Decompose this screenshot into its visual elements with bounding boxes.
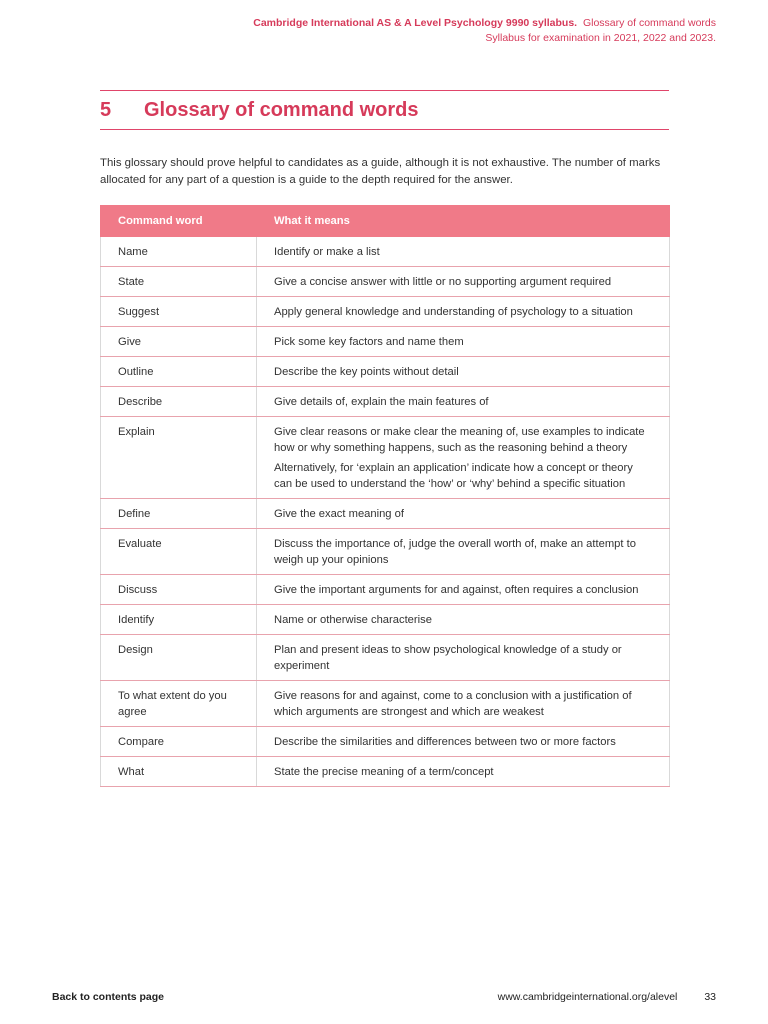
command-word-cell: Describe xyxy=(101,387,257,417)
meaning-paragraph: Describe the key points without detail xyxy=(274,366,459,378)
command-word-cell: Discuss xyxy=(101,575,257,605)
command-word-cell: What xyxy=(101,757,257,787)
meaning-paragraph: Name or otherwise characterise xyxy=(274,614,432,626)
meaning-paragraph: Give reasons for and against, come to a conclusion with a justification of which arguments are strongest and which are weakest xyxy=(274,690,632,718)
meaning-paragraph: Apply general knowledge and understanding of psychology to a situation xyxy=(274,306,633,318)
section-number: 5 xyxy=(100,98,112,121)
meaning-paragraph: Give the exact meaning of xyxy=(274,508,404,520)
meaning-paragraph: Give clear reasons or make clear the meaning of, use examples to indicate how or why something happens, such as the reasoning behind a theory xyxy=(274,426,645,454)
section-heading xyxy=(100,90,669,130)
intro-paragraph: This glossary should prove helpful to candidates as a guide, although it is not exhaustive. The number of marks allocated for any part of a question is a guide to the depth required for the answer. xyxy=(100,157,661,186)
meaning-paragraph: Alternatively, for ‘explain an application’ indicate how a concept or theory can be used to understand the ‘how’ or ‘why’ behind a specific situation xyxy=(274,462,633,490)
meaning-paragraph: Pick some key factors and name them xyxy=(274,336,464,348)
command-word-cell: Name xyxy=(101,237,257,267)
command-word-cell: Identify xyxy=(101,605,257,635)
page-number: 33 xyxy=(704,991,716,1003)
table-row xyxy=(101,605,670,635)
table-row xyxy=(101,727,670,757)
meaning-paragraph: Identify or make a list xyxy=(274,246,380,258)
meaning-paragraph: Describe the similarities and differences between two or more factors xyxy=(274,736,616,748)
meaning-cell xyxy=(257,757,670,787)
section-title: Glossary of command words xyxy=(144,98,419,121)
command-word-cell: Suggest xyxy=(101,297,257,327)
meaning-paragraph: Discuss the importance of, judge the overall worth of, make an attempt to weigh up your opinions xyxy=(274,538,636,566)
meaning-paragraph: Give details of, explain the main features of xyxy=(274,396,489,408)
meaning-cell xyxy=(257,529,670,575)
column-header-command-word: Command word xyxy=(101,206,257,237)
table-row xyxy=(101,267,670,297)
command-word-cell: State xyxy=(101,267,257,297)
command-word-cell: Outline xyxy=(101,357,257,387)
meaning-cell xyxy=(257,327,670,357)
meaning-cell xyxy=(257,681,670,727)
syllabus-title: Cambridge International AS & A Level Psychology 9990 syllabus. xyxy=(253,17,578,29)
table-row xyxy=(101,417,670,499)
website-url[interactable]: www.cambridgeinternational.org/alevel xyxy=(497,991,678,1003)
meaning-cell xyxy=(257,605,670,635)
command-word-cell: Design xyxy=(101,635,257,681)
meaning-cell xyxy=(257,357,670,387)
meaning-paragraph: Give the important arguments for and against, often requires a conclusion xyxy=(274,584,639,596)
meaning-cell xyxy=(257,727,670,757)
back-to-contents-link[interactable]: Back to contents page xyxy=(52,991,165,1003)
table-row xyxy=(101,529,670,575)
meaning-cell xyxy=(257,267,670,297)
glossary-table xyxy=(100,205,670,787)
page-footer xyxy=(498,991,716,1003)
command-word-cell: Give xyxy=(101,327,257,357)
meaning-cell xyxy=(257,297,670,327)
meaning-cell xyxy=(257,417,670,499)
column-header-meaning: What it means xyxy=(257,206,670,237)
table-row xyxy=(101,237,670,267)
table-row xyxy=(101,387,670,417)
table-row xyxy=(101,327,670,357)
meaning-paragraph: Give a concise answer with little or no supporting argument required xyxy=(274,276,612,288)
command-word-cell: Evaluate xyxy=(101,529,257,575)
table-row xyxy=(101,357,670,387)
meaning-cell xyxy=(257,635,670,681)
table-row xyxy=(101,297,670,327)
meaning-cell xyxy=(257,575,670,605)
table-row xyxy=(101,635,670,681)
meaning-cell xyxy=(257,387,670,417)
table-row xyxy=(101,681,670,727)
meaning-paragraph: Plan and present ideas to show psychological knowledge of a study or experiment xyxy=(274,644,622,672)
command-word-cell: Explain xyxy=(101,417,257,499)
command-word-cell: Compare xyxy=(101,727,257,757)
table-row xyxy=(101,575,670,605)
command-word-cell: To what extent do you agree xyxy=(101,681,257,727)
table-row xyxy=(101,499,670,529)
meaning-cell xyxy=(257,499,670,529)
table-header-row xyxy=(101,206,670,237)
section-reference: Glossary of command words xyxy=(582,17,716,29)
table-row xyxy=(101,757,670,787)
command-word-cell: Define xyxy=(101,499,257,529)
meaning-paragraph: State the precise meaning of a term/concept xyxy=(274,766,494,778)
page-header xyxy=(253,16,716,46)
exam-years: Syllabus for examination in 2021, 2022 and 2023. xyxy=(485,32,716,44)
meaning-cell xyxy=(257,237,670,267)
